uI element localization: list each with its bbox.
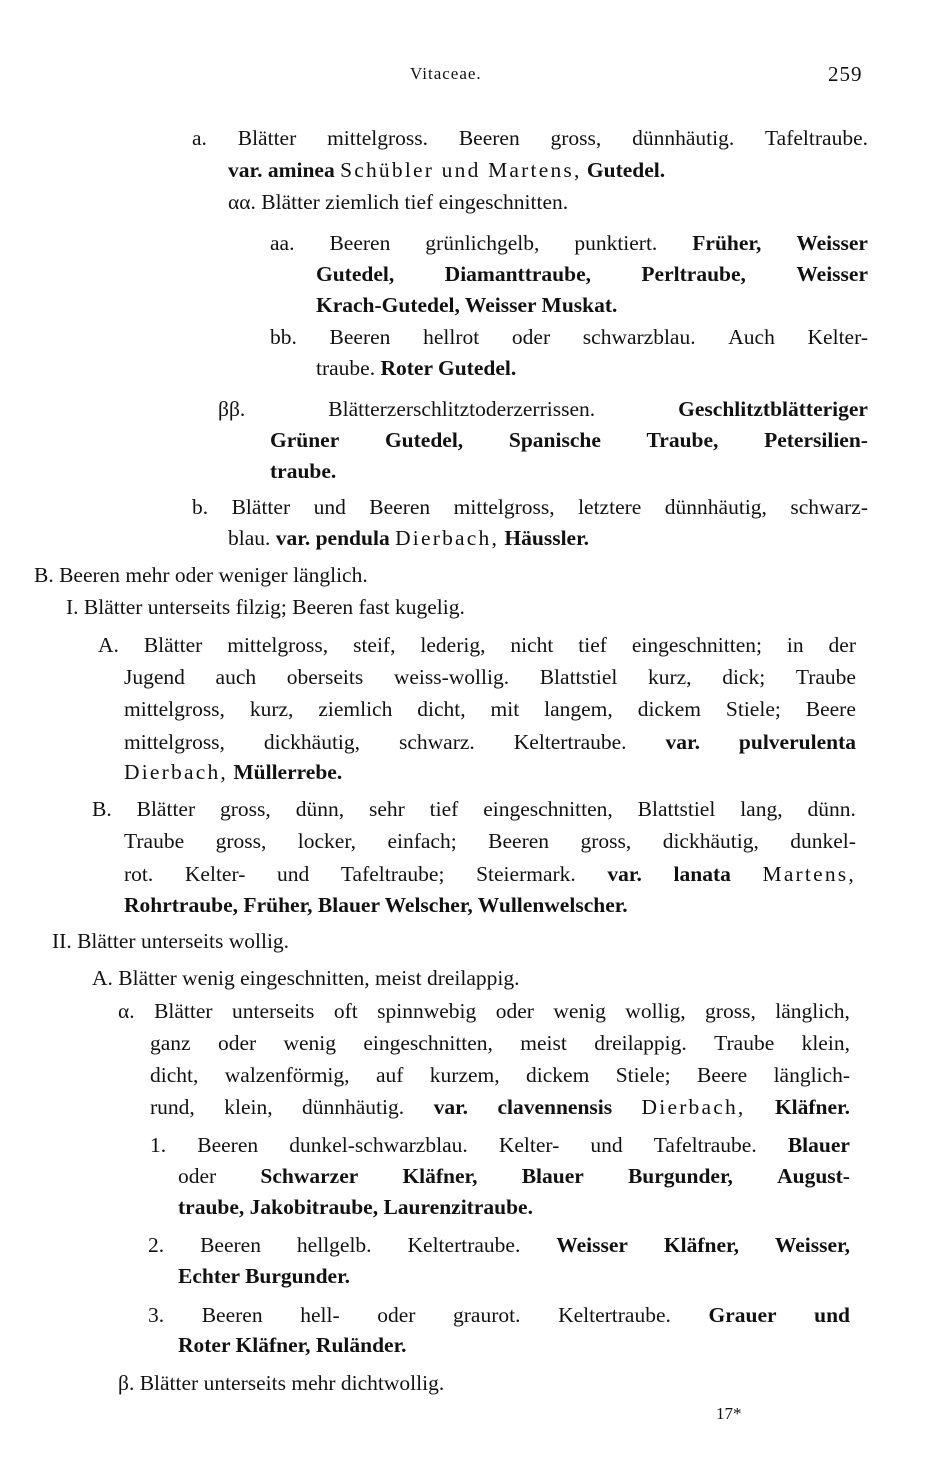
word: Keltertraube. [513,730,627,754]
word: Traube [795,665,856,689]
word: Steiermark. [476,862,576,886]
bold-name: Kläfner, [663,1233,739,1257]
word: Beeren [488,829,550,853]
word: unterseits [232,999,315,1023]
word: und [277,862,310,886]
word: oder [178,1164,217,1188]
word: länglich- [773,1063,850,1087]
word: mittelgross, [124,730,225,754]
word: α. [118,999,135,1023]
word: auf [375,1063,404,1087]
bold-name: Traube, [646,428,719,452]
word: spinnwebig [377,999,477,1023]
word: Tafeltraube. [653,1133,757,1157]
word: gross, [215,829,267,853]
text-line [316,355,516,381]
bold-name: traube. [270,459,337,483]
bold-name: Burgunder, [627,1164,733,1188]
word: lang, [740,797,783,821]
bold-name: clavennensis [497,1095,613,1119]
word: dicht, [150,1063,199,1087]
text-line [124,696,856,722]
word: I. Blätter unterseits filzig; Beeren fast kugelig. [66,595,465,619]
bold-name: Roter Kläfner, Ruländer. [178,1333,407,1357]
word: dicht, [417,697,466,721]
word: dünnhäutig. [302,1095,405,1119]
word: mittelgross, [227,633,329,657]
text-line [178,1163,850,1189]
text-line [98,632,856,658]
word: Kelter- [498,1133,560,1157]
word: gross, [220,797,271,821]
text-line [192,494,868,520]
word: tief [578,633,607,657]
bold-name: var. [433,1095,469,1119]
word: Blätter [143,633,203,657]
word: Traube [124,829,185,853]
bold-name: Rohrtraube, Früher, Blauer Welscher, Wullenwelscher. [124,893,628,917]
bold-name: Weisser [796,231,868,255]
word: oder [377,1303,416,1327]
text-line [52,928,289,954]
word: Blattstiel [637,797,716,821]
word: blau. [228,526,276,550]
word: und [590,1133,623,1157]
word: kurz, [647,665,692,689]
text-line [124,729,856,755]
text-line [228,157,665,183]
word: A. Blätter wenig eingeschnitten, meist dreilappig. [92,966,520,990]
word: gross, [580,829,632,853]
bold-name: Gutedel, [316,262,395,286]
word: Beeren [200,1233,261,1257]
word: nicht [510,633,554,657]
word: rund, [150,1095,195,1119]
word: tief [429,797,459,821]
word: hell- [300,1303,340,1327]
word: dünnhäutig, [664,495,767,519]
word: bb. [270,325,297,349]
bold-name: Geschlitztblätteriger [678,397,868,421]
word: länglich, [775,999,850,1023]
bold-name: Gutedel, [384,428,464,452]
word: 3. [148,1303,165,1327]
word: dünn, [295,797,345,821]
word: wenig [553,999,606,1023]
word: schwarzblau. [582,325,696,349]
text-line [118,1370,444,1396]
word: dunkel-schwarzblau. [289,1133,468,1157]
bold-name: var. aminea [228,158,335,182]
word: traube. [316,356,381,380]
word: Blattstiel [539,665,618,689]
word: auch [215,665,257,689]
word: letztere [578,495,642,519]
text-line [270,230,868,256]
word: αα. Blätter ziemlich tief eingeschnitten. [228,190,569,214]
bold-name: Krach-Gutedel, Weisser Muskat. [316,293,618,317]
word: gross, [705,999,756,1023]
word: Blätter [231,495,291,519]
bold-name: und [814,1303,850,1327]
word: oder [511,325,551,349]
bold-name: Perltraube, [641,262,746,286]
bold-name: Früher, [692,231,762,255]
word: klein, [224,1095,273,1119]
word: und [313,495,346,519]
word: weiss-wollig. [393,665,510,689]
bold-name: Roter Gutedel. [380,356,517,380]
bold-name: Weisser, [774,1233,850,1257]
word: Kelter- [807,325,868,349]
word: der [828,633,856,657]
word: oder [495,999,534,1023]
bold-name: Kläfner. [774,1095,850,1119]
text-line [228,525,589,551]
word: dick; [722,665,766,689]
word: oberseits [286,665,364,689]
word: Beeren [201,1303,263,1327]
word: schwarz. [398,730,475,754]
text-line [150,1030,850,1056]
word: mittelgross, [453,495,555,519]
text-line [124,664,856,690]
bold-name: var. pendula [275,526,390,550]
bold-name: Echter Burgunder. [178,1264,351,1288]
word: Beeren [329,231,391,255]
text-line [150,1132,850,1158]
text-line [178,1194,533,1220]
bold-name: pulverulenta [738,730,856,754]
word: dreilappig. [594,1031,687,1055]
bold-name: August- [777,1164,850,1188]
text-line [92,965,520,991]
word: schwarz- [790,495,868,519]
word: Tafeltraube. [765,126,868,150]
word: langem, [544,697,613,721]
bold-name: lanata [673,862,731,886]
word: ββ. [218,397,246,421]
word: Beeren [369,495,431,519]
word: Traube [714,1031,775,1055]
bold-name: Blauer [521,1164,584,1188]
bold-name: var. [665,730,700,754]
word: einfach; [387,829,457,853]
word: Beeren [458,126,520,150]
text-line [270,427,868,453]
text-line [124,861,856,887]
word: mittelgross, [124,697,225,721]
word: gross, [550,126,602,150]
text-line [124,828,856,854]
word: walzenförmig, [224,1063,350,1087]
word: sehr [368,797,405,821]
word: punktiert. [574,231,658,255]
word: dickem [637,697,701,721]
word: B. [92,797,112,821]
text-line [270,458,336,484]
word: dickhäutig, [662,829,759,853]
word: Stiele; [725,697,781,721]
word: A. [98,633,119,657]
text-line [218,396,868,422]
text-line [150,1062,850,1088]
bold-name: traube, Jakobitraube, Laurenzitraube. [178,1195,533,1219]
text-line [178,1332,407,1358]
word: Beere [697,1063,748,1087]
bold-name: Petersilien- [764,428,868,452]
word: Kelter- [184,862,246,886]
word: a. [192,126,207,150]
author-name: Schübler und Martens, [340,158,582,182]
word: locker, [297,829,357,853]
word: dickhäutig, [263,730,361,754]
text-line [148,1232,850,1258]
word: Blätterzerschlitztoderzerrissen. [328,397,596,421]
bold-name: Kläfner, [402,1164,478,1188]
text-line [316,292,617,318]
word: Keltertraube. [407,1233,521,1257]
author-name: Dierbach, [124,760,228,784]
running-head: Vitaceae. [410,64,482,83]
word: grünlichgelb, [425,231,540,255]
word: 1. [150,1133,167,1157]
bold-name: Schwarzer [260,1164,359,1188]
word: dünn. [807,797,856,821]
word: aa. [270,231,295,255]
word: Beere [805,697,856,721]
word: ziemlich [318,697,393,721]
bold-name: Blauer [787,1133,850,1157]
text-line [178,1263,350,1289]
text-line [124,759,342,785]
word: eingeschnitten, [483,797,613,821]
word: 2. [148,1233,165,1257]
page-number: 259 [828,62,863,86]
text-line [124,892,628,918]
word: oft [333,999,358,1023]
word: mittelgross. [327,126,428,150]
word: wenig [283,1031,337,1055]
word: graurot. [453,1303,521,1327]
text-line [34,562,368,588]
word: Keltertraube. [558,1303,671,1327]
word: Tafeltraube; [340,862,445,886]
bold-name: Grüner [270,428,340,452]
signature-mark: 17* [716,1404,742,1423]
word: kurz, [249,697,294,721]
word: dickem [526,1063,590,1087]
word: eingeschnitten, [363,1031,493,1055]
bold-name: Grauer [708,1303,777,1327]
word: dunkel- [790,829,856,853]
word: klein, [801,1031,850,1055]
author-name: Martens, [762,862,856,886]
word: B. Beeren mehr oder weniger länglich. [34,563,368,587]
word: eingeschnitten; [631,633,762,657]
bold-name: var. [607,862,642,886]
word: mit [490,697,520,721]
bold-name: Diamanttraube, [444,262,591,286]
text-line [228,189,568,215]
word: β. Blätter unterseits mehr dichtwollig. [118,1371,445,1395]
word: Beeren [329,325,391,349]
author-name: Dierbach, [395,526,500,550]
word: meist [520,1031,567,1055]
word: II. Blätter unterseits wollig. [52,929,290,953]
word: oder [217,1031,257,1055]
bold-name: Müllerrebe. [233,760,343,784]
text-line [92,796,856,822]
text-line [270,324,868,350]
word: wollig, [625,999,686,1023]
text-line [66,594,465,620]
text-line [118,998,850,1024]
word: ganz [150,1031,191,1055]
word: in [786,633,804,657]
word: hellgelb. [296,1233,372,1257]
text-line [148,1302,850,1328]
word: kurzem, [429,1063,500,1087]
word: rot. [124,862,154,886]
word: Stiele; [615,1063,671,1087]
word: b. [192,495,209,519]
author-name: Dierbach, [641,1095,746,1119]
word: steif, [353,633,396,657]
word: Jugend [124,665,185,689]
bold-name: Weisser [556,1233,628,1257]
word: Auch [728,325,775,349]
text-line [316,261,868,287]
word: Blätter [237,126,297,150]
text-line [150,1094,850,1120]
text-line [192,125,868,151]
bold-name: Häussler. [504,526,590,550]
word: lederig, [420,633,486,657]
bold-name: Gutedel. [586,158,666,182]
word: hellrot [423,325,480,349]
word: Beeren [197,1133,259,1157]
bold-name: Weisser [796,262,868,286]
word: dünnhäutig. [632,126,735,150]
word: Blätter [154,999,213,1023]
word: Blätter [136,797,196,821]
bold-name: Spanische [508,428,601,452]
